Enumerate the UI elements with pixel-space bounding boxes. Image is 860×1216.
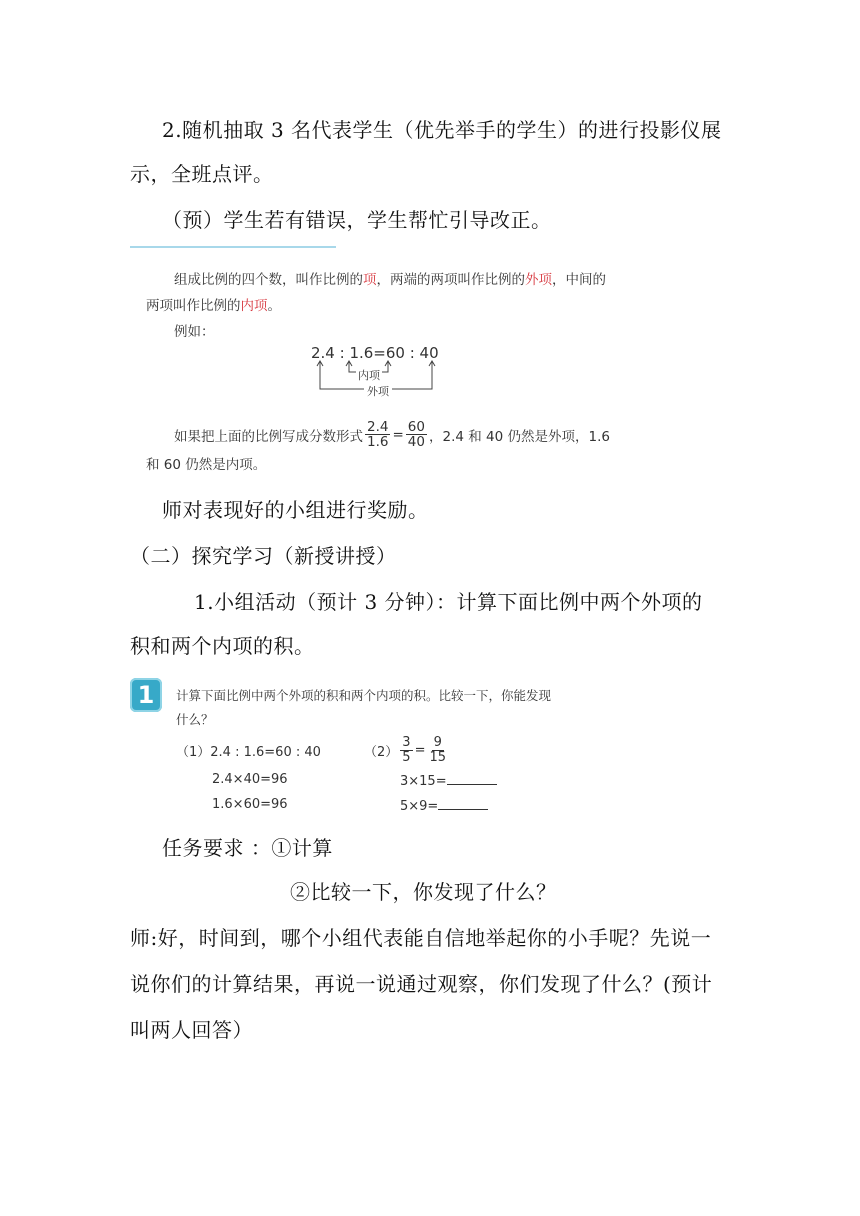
section-heading: （二）探究学习（新授讲授） xyxy=(130,544,397,568)
term-item: 项 xyxy=(363,272,377,288)
definition-line-1: 组成比例的四个数，叫作比例的项，两端的两项叫作比例的外项，中间的 xyxy=(174,272,606,288)
figure-divider xyxy=(130,246,336,248)
paragraph-line: 叫两人回答） xyxy=(130,1018,253,1042)
paragraph-line: （预）学生若有错误，学生帮忙引导改正。 xyxy=(162,208,552,232)
fraction-3-over-5: $\frac{3}{5}$ xyxy=(402,735,411,765)
part-1-expression: 2.4 : 1.6=60 : 40 xyxy=(210,745,321,760)
answer-blank xyxy=(438,797,488,810)
fraction-60-over-40: $\frac{60}{40}$ xyxy=(407,419,425,450)
term-inner: 内项 xyxy=(240,298,268,314)
exercise-question-line-2: 什么？ xyxy=(176,712,214,727)
fraction-2-4-over-1-6: $\frac{2.4}{1.6}$ xyxy=(367,419,389,450)
part-2-calc-1: 3×15= xyxy=(400,772,497,789)
part-1-calc-1: 2.4×40=96 xyxy=(212,772,288,787)
paragraph-line: 说你们的计算结果，再说一说通过观察，你们发现了什么？(预计 xyxy=(130,972,713,996)
task-requirement: 任务要求 ：①计算 xyxy=(162,836,333,860)
fraction-form-line-2: 和 60 仍然是内项。 xyxy=(146,457,267,473)
part-2: （2） $\frac{3}{5}$ = $\frac{9}{15}$ xyxy=(364,735,447,765)
task-requirement-2: ②比较一下，你发现了什么？ xyxy=(290,880,557,904)
fraction-9-over-15: $\frac{9}{15}$ xyxy=(429,735,447,765)
exercise-number-badge: 1 xyxy=(130,678,162,712)
paragraph-line: 积和两个内项的积。 xyxy=(130,634,315,658)
definition-line-2: 两项叫作比例的内项。 xyxy=(146,298,281,314)
term-outer: 外项 xyxy=(525,272,552,288)
paragraph-line: 师对表现好的小组进行奖励。 xyxy=(162,498,429,522)
exercise-question-line-1: 计算下面比例中两个外项的积和两个内项的积。比较一下，你能发现 xyxy=(176,688,552,703)
paragraph-line: 2.随机抽取 3 名代表学生（优先举手的学生）的进行投影仪展 xyxy=(162,118,722,142)
paragraph-line: 示，全班点评。 xyxy=(130,162,274,186)
part-2-calc-2: 5×9= xyxy=(400,797,488,814)
example-expression: 2.4 : 1.6=60 : 40 xyxy=(311,344,439,362)
outer-term-label: 外项 xyxy=(364,383,392,399)
inner-term-label: 内项 xyxy=(358,369,380,382)
part-1 xyxy=(176,741,321,760)
paragraph-line: 师:好，时间到，哪个小组代表能自信地举起你的小手呢？先说一 xyxy=(130,926,712,950)
fraction-form-line: 如果把上面的比例写成分数形式 $\frac{2.4}{1.6}$ = $\frac{60}{40}$ ，2.4 和 40 仍然是外项，1.6 xyxy=(174,419,610,450)
part-1-calc-2: 1.6×60=96 xyxy=(212,797,288,812)
answer-blank xyxy=(447,772,497,785)
paragraph-line: 1.小组活动（预计 3 分钟）：计算下面比例中两个外项的 xyxy=(194,590,703,614)
part-2-label: （2） xyxy=(364,745,399,760)
part-1-label: （1） xyxy=(176,745,211,760)
example-label: 例如： xyxy=(174,324,215,340)
